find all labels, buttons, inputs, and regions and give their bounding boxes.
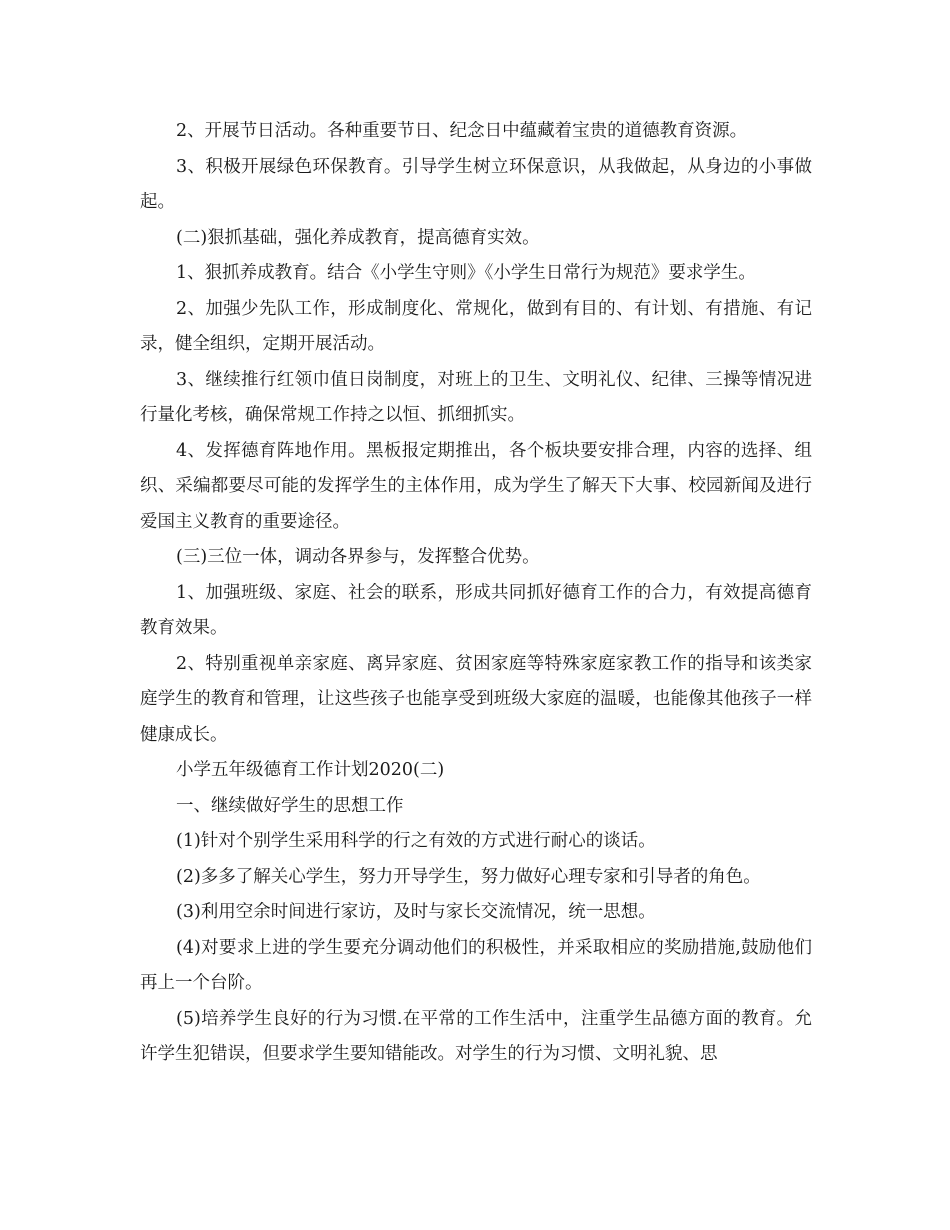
paragraph: (1)针对个别学生采用科学的行之有效的方式进行耐心的谈话。 <box>176 831 656 851</box>
paragraph: (3)利用空余时间进行家访，及时与家长交流情况，统一思想。 <box>176 902 656 922</box>
paragraph: (2)多多了解关心学生，努力开导学生，努力做好心理专家和引导者的角色。 <box>176 866 761 887</box>
document-body <box>140 114 812 1073</box>
paragraph: 2、开展节日活动。各种重要节日、纪念日中蕴藏着宝贵的道德教育资源。 <box>176 121 748 141</box>
document-title: 小学五年级德育工作计划2020(二) <box>176 760 445 780</box>
paragraph: 3、继续推行红领巾值日岗制度，对班上的卫生、文明礼仪、纪律、三操等情况进行量化考核，确保常规工作持之以恒、抓细抓实。 <box>140 369 812 425</box>
paragraph: 2、特别重视单亲家庭、离异家庭、贫困家庭等特殊家庭家教工作的指导和该类家庭学生的教育和管理，让这些孩子也能享受到班级大家庭的温暖，也能像其他孩子一样健康成长。 <box>140 653 812 745</box>
section-heading: 一、继续做好学生的思想工作 <box>176 795 404 816</box>
paragraph: 4、发挥德育阵地作用。黑板报定期推出，各个板块要安排合理，内容的选择、组织、采编都要尽可能的发挥学生的主体作用，成为学生了解天下大事、校园新闻及进行爱国主义教育的重要途径。 <box>140 440 812 532</box>
section-heading: (三)三位一体，调动各界参与，发挥整合优势。 <box>176 547 540 567</box>
section-heading: (二)狠抓基础，强化养成教育，提高德育实效。 <box>176 227 540 248</box>
paragraph: 1、狠抓养成教育。结合《小学生守则》《小学生日常行为规范》要求学生。 <box>176 263 756 283</box>
paragraph: 1、加强班级、家庭、社会的联系，形成共同抓好德育工作的合力，有效提高德育教育效果。 <box>140 582 812 638</box>
paragraph: (5)培养学生良好的行为习惯.在平常的工作生活中，注重学生品德方面的教育。允许学生犯错误，但要求学生要知错能改。对学生的行为习惯、文明礼貌、思 <box>140 1008 812 1064</box>
paragraph: (4)对要求上进的学生要充分调动他们的积极性，并采取相应的奖励措施,鼓励他们再上一个台阶。 <box>140 937 812 993</box>
paragraph: 2、加强少先队工作，形成制度化、常规化，做到有目的、有计划、有措施、有记录，健全组织，定期开展活动。 <box>140 298 812 354</box>
paragraph: 3、积极开展绿色环保教育。引导学生树立环保意识，从我做起，从身边的小事做起。 <box>140 156 812 212</box>
